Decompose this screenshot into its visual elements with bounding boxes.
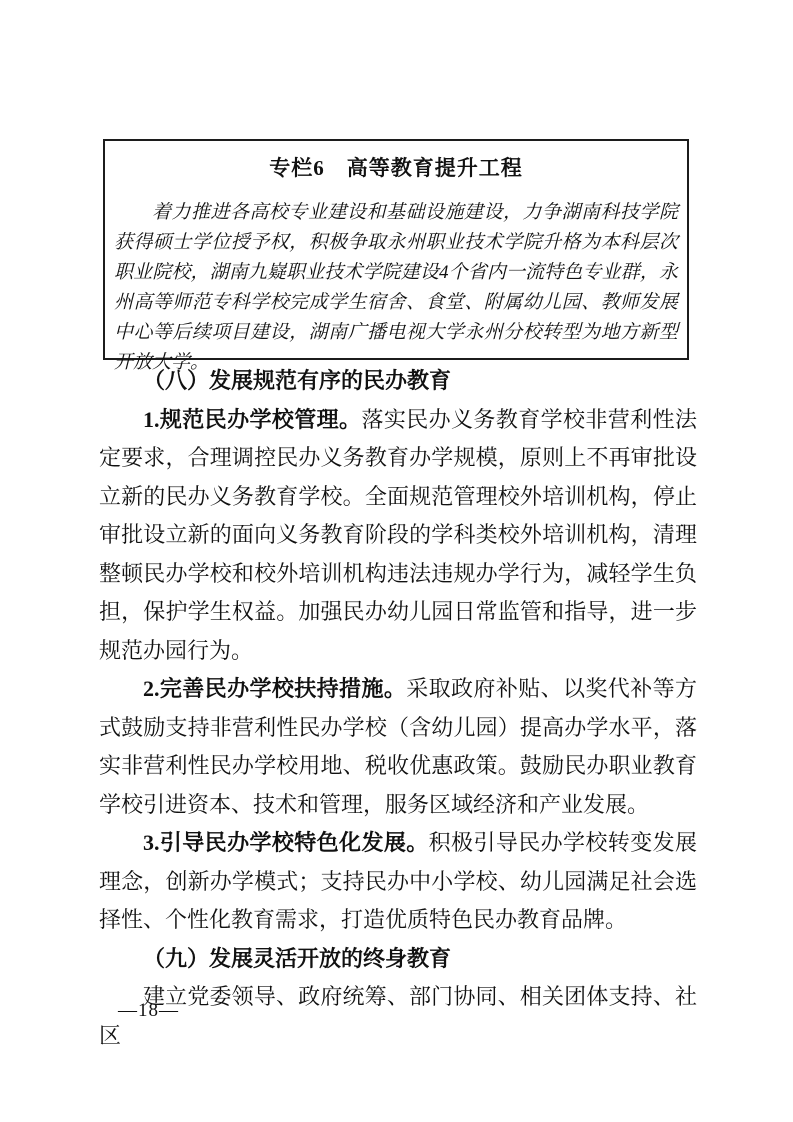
paragraph-3-lead: 3.引导民办学校特色化发展。 — [143, 830, 429, 855]
callout-box-title: 专栏6 高等教育提升工程 — [269, 156, 523, 180]
paragraph-2-text: 采取政府补贴、以奖代补等方式鼓励支持非营利性民办学校（含幼儿园）提高办学水平，落实非营利性民办学校用地、税收优惠政策。鼓励民办职业教育学校引进资本、技术和管理，服务区域经济和产业发展。 — [99, 676, 697, 817]
section-8-heading: （八）发展规范有序的民办教育 — [143, 368, 452, 393]
page-number: —18— — [118, 1000, 179, 1021]
paragraph-2-lead: 2.完善民办学校扶持措施。 — [143, 676, 407, 701]
paragraph-1-text: 落实民办义务教育学校非营利性法定要求，合理调控民办义务教育办学规模，原则上不再审批设立新的民办义务教育学校。全面规范管理校外培训机构，停止审批设立新的面向义务教育阶段的学科类校外培训机构，清理整顿民办学校和校外培训机构违法违规办学行为，减轻学生负担，保护学生权益。加强民办幼儿园日常监管和指导，进一步规范办园行为。 — [99, 406, 697, 663]
content-area — [99, 362, 697, 1055]
paragraph-3 — [99, 824, 697, 940]
paragraph-1-lead: 1.规范民办学校管理。 — [143, 406, 362, 432]
paragraph-2 — [99, 670, 697, 824]
callout-box — [103, 139, 689, 373]
paragraph-1 — [99, 401, 697, 671]
callout-box-body: 着力推进各高校专业建设和基础设施建设，力争湖南科技学院获得硕士学位授予权，积极争取永州职业技术学院升格为本科层次职业院校，湖南九嶷职业技术学院建设4个省内一流特色专业群，永州高等师范专科学校完成学生宿舍、食堂、附属幼儿园、教师发展中心等后续项目建设，湖南广播电视大学永州分校转型为地方新型开放大学。 — [114, 202, 678, 373]
paragraph-3-text: 积极引导民办学校转变发展理念，创新办学模式；支持民办中小学校、幼儿园满足社会选择性、个性化教育需求，打造优质特色民办教育品牌。 — [99, 830, 697, 932]
paragraph-4 — [99, 978, 697, 1055]
section-9-heading: （九）发展灵活开放的终身教育 — [143, 945, 452, 971]
paragraph-4-text: 建立党委领导、政府统筹、部门协同、相关团体支持、社区 — [99, 984, 697, 1048]
